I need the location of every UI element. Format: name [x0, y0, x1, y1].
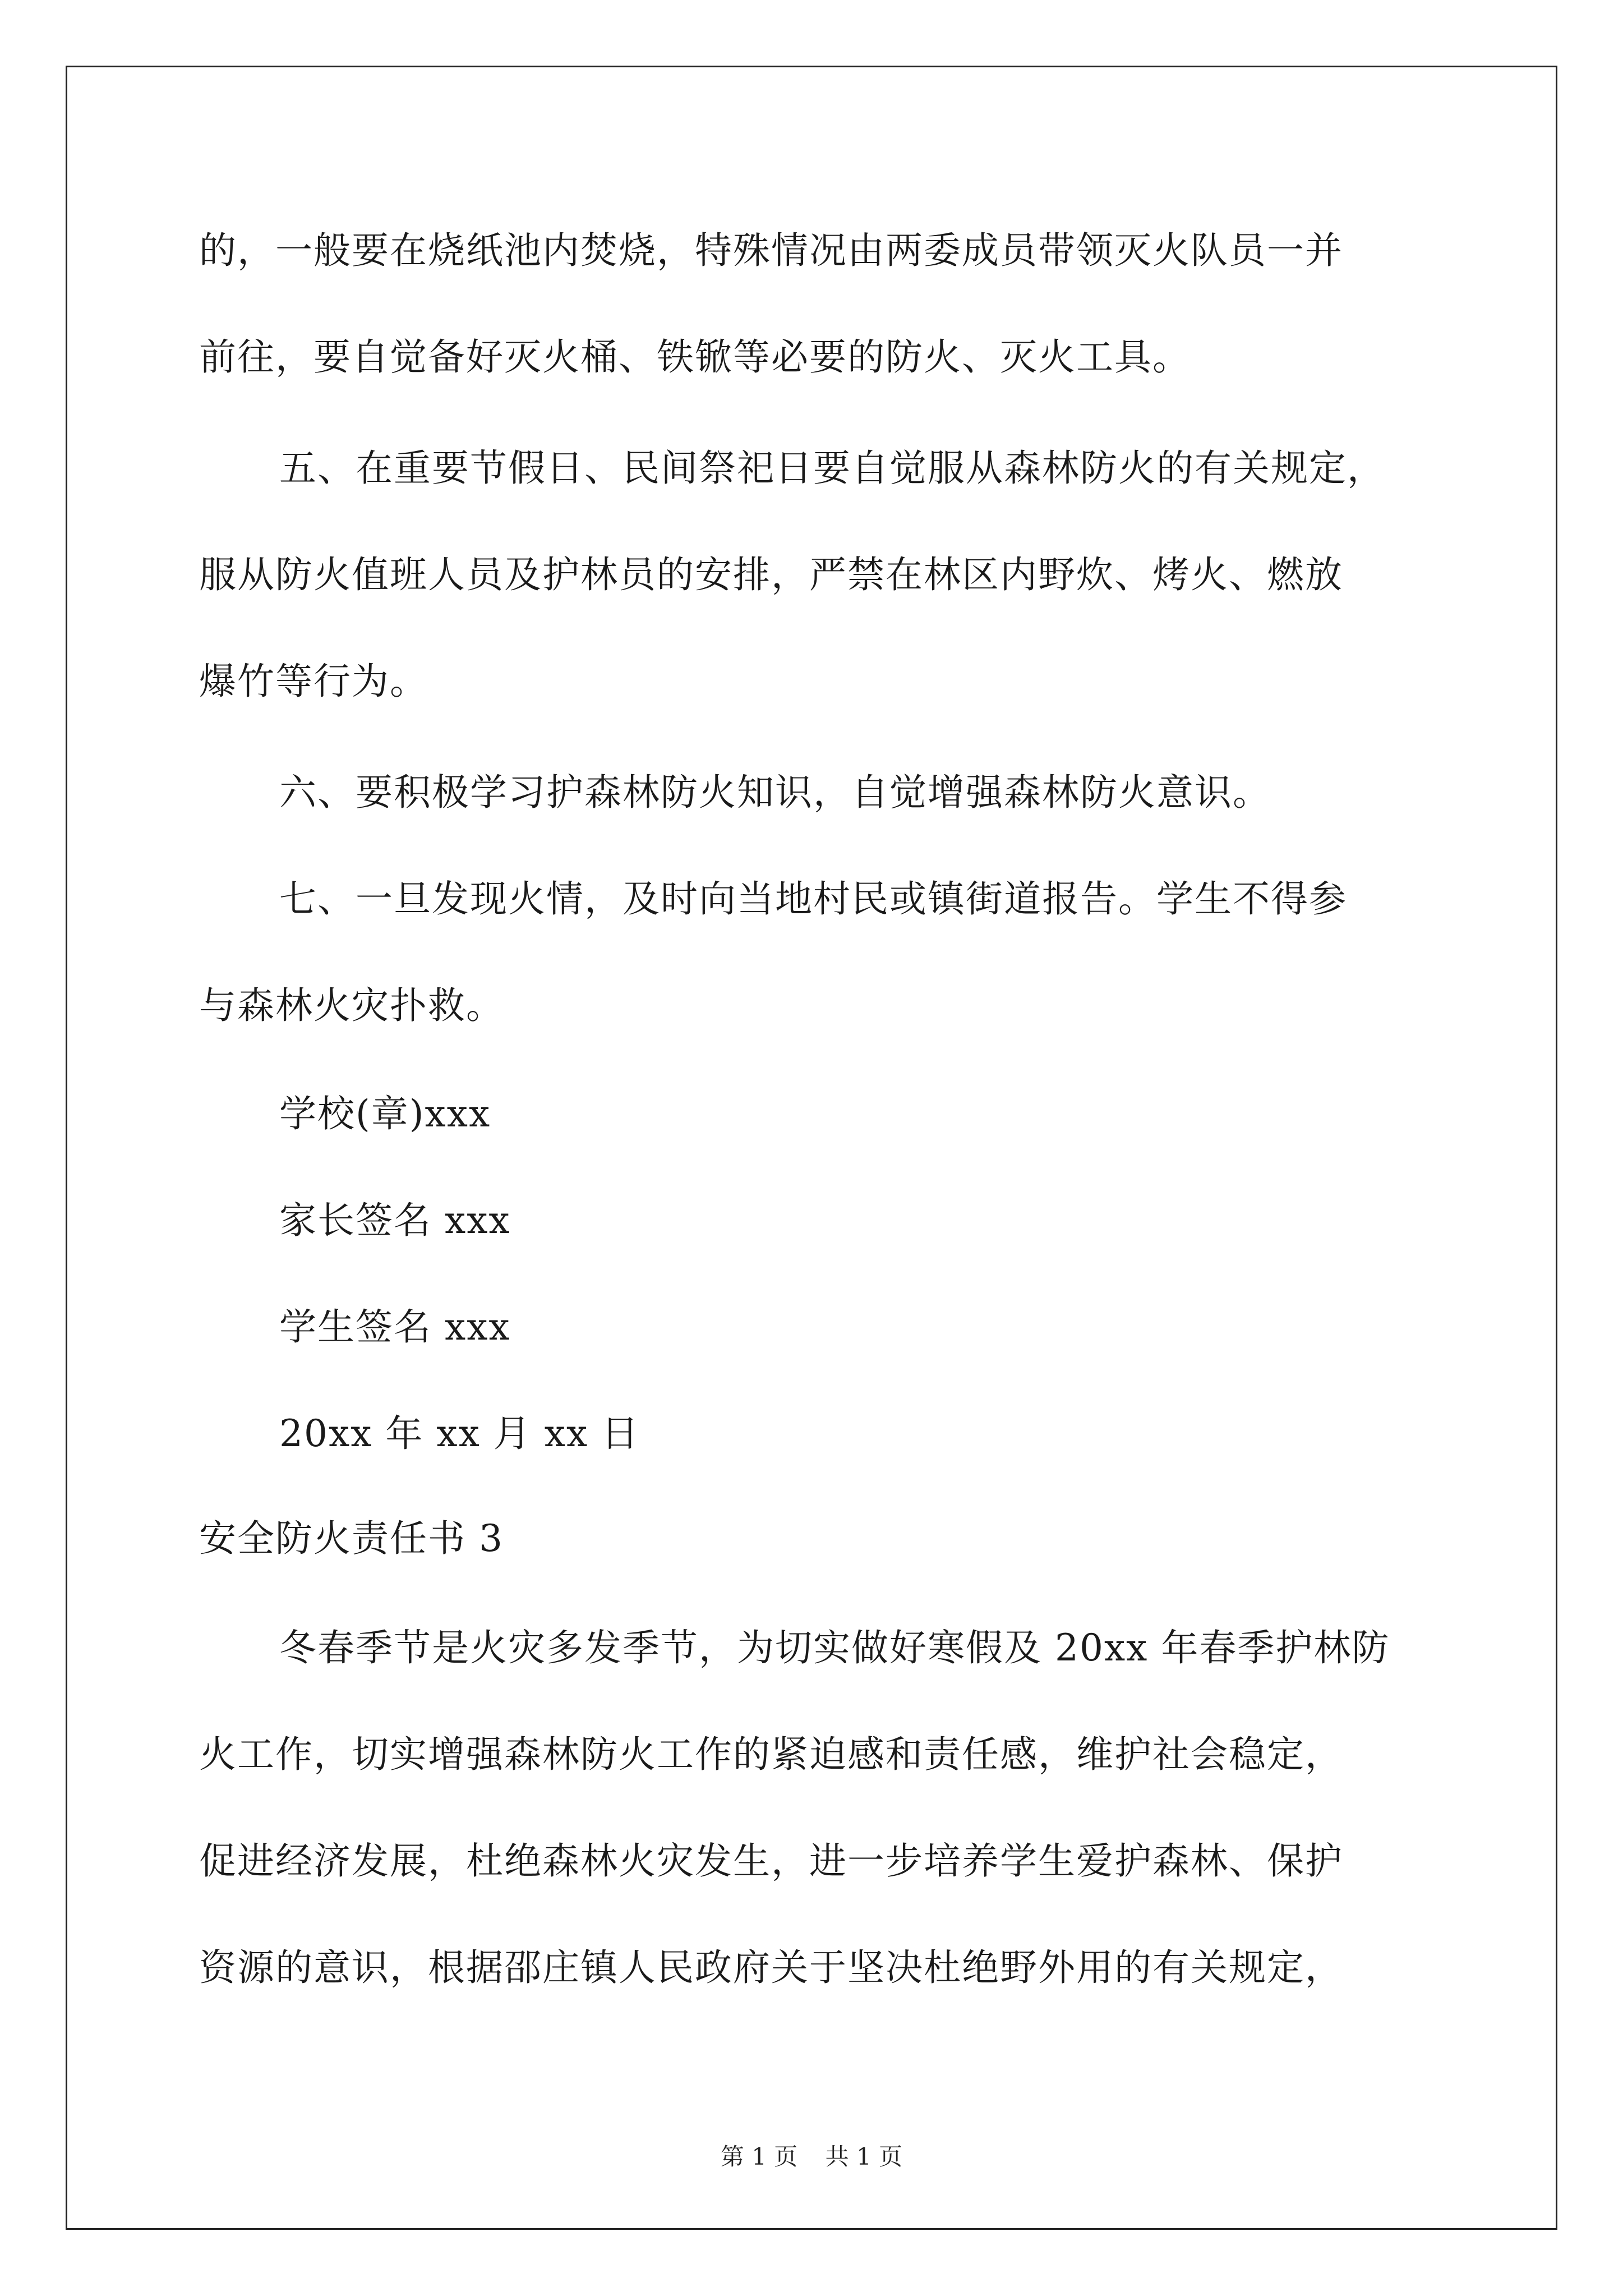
paragraph-item-5: 五、在重要节假日、民间祭祀日要自觉服从森林防火的有关规定， [279, 447, 1385, 490]
text-line: 冬春季节是火灾多发季节，为切实做好寒假及 20xx 年春季护林防 [279, 1626, 1390, 1669]
text-line: 火工作，切实增强森林防火工作的紧迫感和责任感，维护社会稳定， [199, 1733, 1343, 1776]
date-line: 20xx 年 xx 月 xx 日 [279, 1412, 640, 1455]
paragraph-item-7: 七、一旦发现火情，及时向当地村民或镇街道报告。学生不得参 [279, 877, 1347, 921]
school-seal-line: 学校(章)xxx [279, 1092, 491, 1135]
text-line: 服从防火值班人员及护林员的安排，严禁在林区内野炊、烤火、燃放 [199, 553, 1343, 596]
student-signature-line: 学生签名 xxx [279, 1305, 511, 1349]
parent-signature-line: 家长签名 xxx [279, 1199, 511, 1242]
section-heading: 安全防火责任书 3 [199, 1517, 504, 1560]
page-number: 第 1 页 [720, 2143, 798, 2170]
text-line: 爆竹等行为。 [199, 660, 428, 703]
page-total: 共 1 页 [825, 2143, 903, 2170]
page-footer [0, 2138, 1623, 2172]
page-border [66, 66, 1557, 2230]
text-line: 资源的意识，根据邵庄镇人民政府关于坚决杜绝野外用的有关规定， [199, 1946, 1343, 1989]
paragraph-item-6: 六、要积极学习护森林防火知识，自觉增强森林防火意识。 [279, 771, 1271, 814]
text-line: 的，一般要在烧纸池内焚烧，特殊情况由两委成员带领灭火队员一并 [199, 229, 1343, 272]
text-line: 与森林火灾扑救。 [199, 984, 504, 1027]
text-line: 促进经济发展，杜绝森林火灾发生，进一步培养学生爱护森林、保护 [199, 1839, 1343, 1883]
text-line: 前往，要自觉备好灭火桶、铁锨等必要的防火、灭火工具。 [199, 335, 1191, 379]
